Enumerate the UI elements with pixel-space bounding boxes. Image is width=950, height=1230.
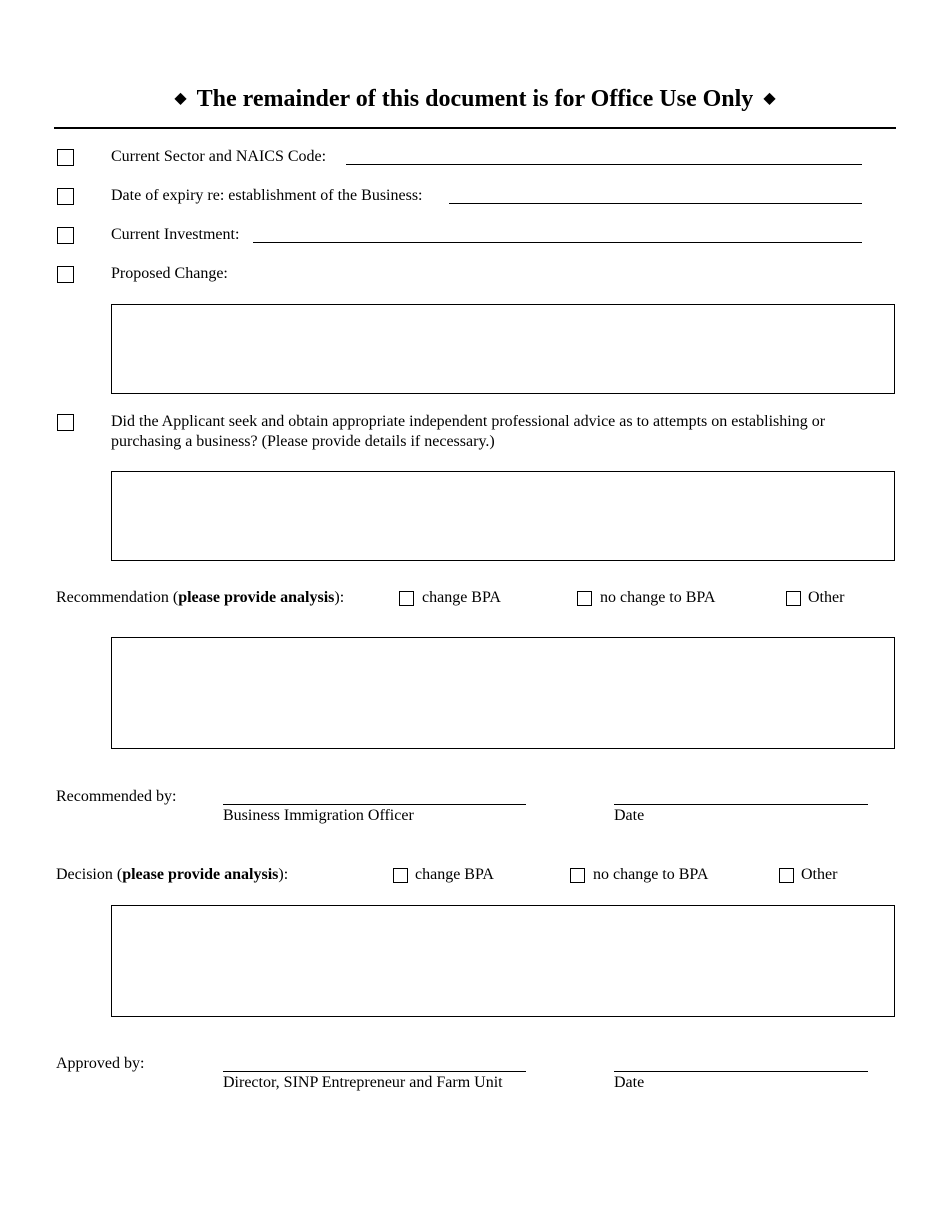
title-divider (54, 127, 896, 129)
recommendation-textbox[interactable] (111, 637, 895, 749)
page-title (0, 84, 950, 114)
dec-checkbox-other[interactable] (779, 868, 794, 883)
officer-caption: Business Immigration Officer (223, 807, 414, 824)
diamond-right-icon: ◆ (763, 90, 776, 107)
recommended-by-label: Recommended by: (56, 788, 177, 805)
rec-option-change-bpa: change BPA (422, 589, 501, 606)
dec-option-change-bpa: change BPA (415, 866, 494, 883)
rec-option-other: Other (808, 589, 845, 606)
rec-option-no-change-bpa: no change to BPA (600, 589, 716, 606)
checkbox-sector[interactable] (57, 149, 74, 166)
checkbox-investment[interactable] (57, 227, 74, 244)
recommended-date-caption: Date (614, 807, 645, 824)
advice-textbox[interactable] (111, 471, 895, 561)
director-caption: Director, SINP Entrepreneur and Farm Unit (223, 1074, 503, 1091)
label-proposed-change: Proposed Change: (111, 265, 228, 282)
recommended-by-signature-line[interactable] (223, 804, 526, 805)
recommendation-label: Recommendation (please provide analysis): (56, 589, 345, 606)
rec-checkbox-no-change-bpa[interactable] (577, 591, 592, 606)
diamond-left-icon: ◆ (174, 90, 187, 107)
checkbox-expiry[interactable] (57, 188, 74, 205)
decision-textbox[interactable] (111, 905, 895, 1017)
approved-by-label: Approved by: (56, 1055, 145, 1072)
rec-checkbox-other[interactable] (786, 591, 801, 606)
label-investment: Current Investment: (111, 226, 240, 243)
input-sector-line[interactable] (346, 164, 862, 165)
input-expiry-line[interactable] (449, 203, 862, 204)
approved-date-line[interactable] (614, 1071, 868, 1072)
dec-checkbox-change-bpa[interactable] (393, 868, 408, 883)
approved-by-signature-line[interactable] (223, 1071, 526, 1072)
rec-checkbox-change-bpa[interactable] (399, 591, 414, 606)
proposed-change-textbox[interactable] (111, 304, 895, 394)
decision-label: Decision (please provide analysis): (56, 866, 289, 883)
label-sector: Current Sector and NAICS Code: (111, 148, 327, 165)
approved-date-caption: Date (614, 1074, 645, 1091)
input-investment-line[interactable] (253, 242, 862, 243)
dec-option-no-change-bpa: no change to BPA (593, 866, 709, 883)
checkbox-advice[interactable] (57, 414, 74, 431)
recommended-date-line[interactable] (614, 804, 868, 805)
dec-option-other: Other (801, 866, 838, 883)
dec-checkbox-no-change-bpa[interactable] (570, 868, 585, 883)
advice-question: Did the Applicant seek and obtain appropriate independent professional advice as to attempts on establishing or purchasing a business? (Please provide details if necessary.) (111, 413, 826, 450)
label-expiry: Date of expiry re: establishment of the Business: (111, 187, 423, 204)
checkbox-proposed-change[interactable] (57, 266, 74, 283)
title-text: The remainder of this document is for Office Use Only (196, 86, 754, 112)
